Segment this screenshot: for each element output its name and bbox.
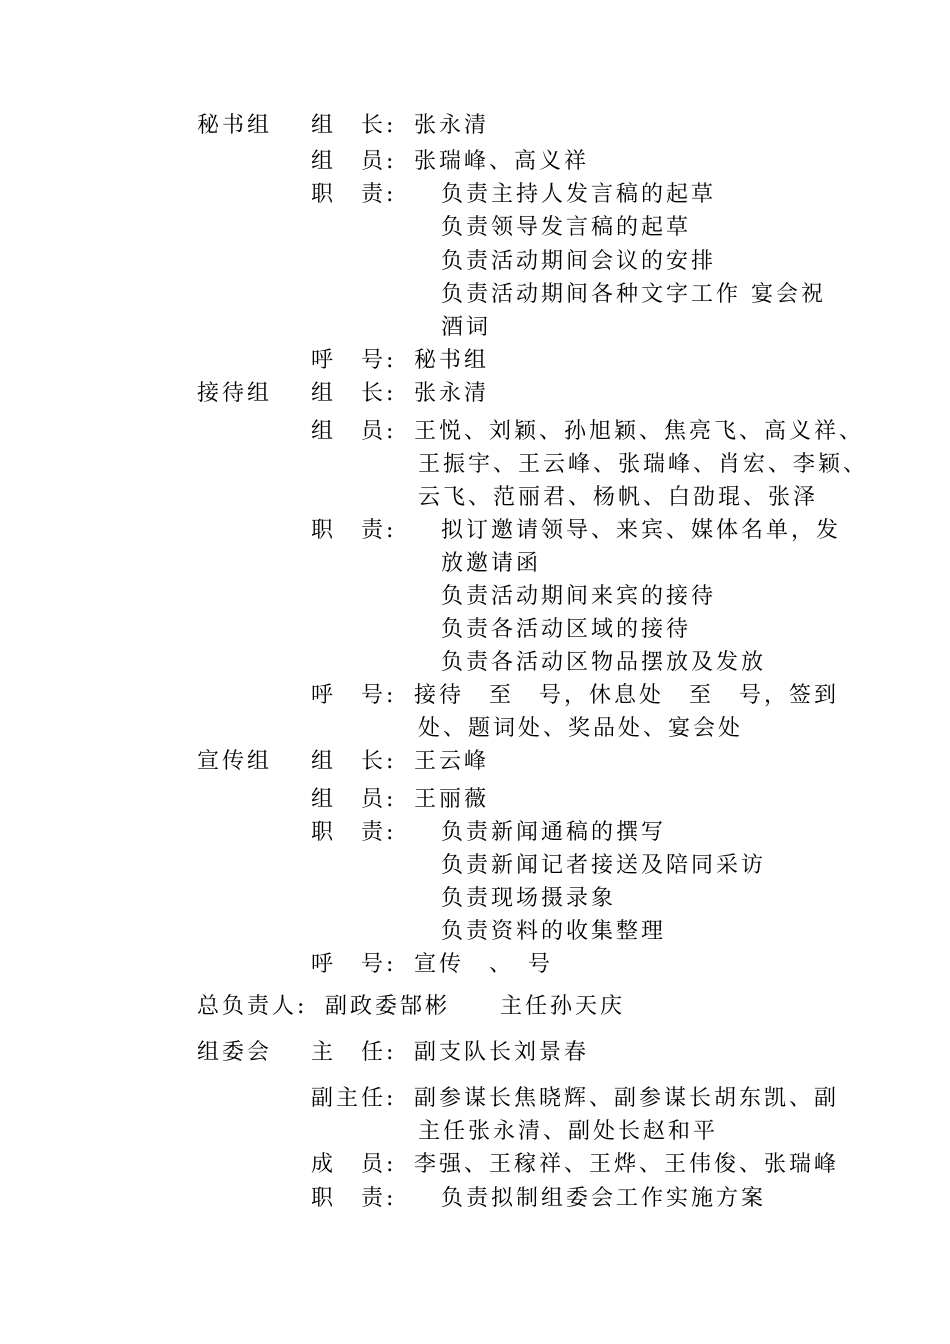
callsign-value: 接待 至 号，休息处 至 号，签到 — [414, 683, 840, 708]
leader-value: 张永清 — [414, 113, 490, 138]
deputy-value: 主任张永清、副处长赵和平 — [418, 1119, 719, 1144]
duties-label: 职 责: — [311, 182, 397, 207]
duty-item: 负责主持人发言稿的起草 — [441, 182, 717, 207]
duty-item: 负责各活动区物品摆放及发放 — [441, 650, 767, 675]
members-label: 组 员: — [311, 787, 397, 812]
duty-item: 负责活动期间各种文字工作 宴会祝 — [441, 282, 826, 307]
deputy-label: 副主任: — [311, 1086, 397, 1111]
director-value: 副支队长刘景春 — [414, 1040, 590, 1065]
callsign-label: 呼 号: — [311, 683, 397, 708]
chief-value: 副政委郜彬 主任孙天庆 — [325, 994, 626, 1019]
leader-label: 组 长: — [311, 381, 397, 406]
duty-item: 负责活动期间会议的安排 — [441, 249, 717, 274]
members-label: 组 员: — [311, 419, 397, 444]
deputy-value: 副参谋长焦晓辉、副参谋长胡东凯、副 — [414, 1086, 840, 1111]
duties-label: 职 责: — [311, 1186, 397, 1211]
members-value: 李强、王稼祥、王烨、王伟俊、张瑞峰 — [414, 1152, 840, 1177]
callsign-value: 宣传 、 号 — [414, 952, 554, 977]
duty-item: 负责活动期间来宾的接待 — [441, 584, 717, 609]
duty-item: 负责资料的收集整理 — [441, 919, 667, 944]
leader-label: 组 长: — [311, 749, 397, 774]
duty-item: 负责领导发言稿的起草 — [441, 215, 692, 240]
duty-item: 放邀请函 — [441, 551, 542, 576]
callsign-label: 呼 号: — [311, 952, 397, 977]
director-label: 主 任: — [311, 1040, 397, 1065]
duties-label: 职 责: — [311, 518, 397, 543]
duty-item: 负责新闻通稿的撰写 — [441, 820, 667, 845]
duty-item: 负责拟制组委会工作实施方案 — [441, 1186, 767, 1211]
section-title-committee: 组委会 — [197, 1040, 273, 1065]
members-value: 张瑞峰、高义祥 — [414, 149, 590, 174]
members-value: 王丽薇 — [414, 787, 490, 812]
members-value: 王振宇、王云峰、张瑞峰、肖宏、李颖、 — [418, 452, 869, 477]
duty-item: 酒词 — [441, 315, 492, 340]
leader-value: 张永清 — [414, 381, 490, 406]
duty-item: 负责现场摄录象 — [441, 886, 617, 911]
leader-label: 组 长: — [311, 113, 397, 138]
members-value: 王悦、刘颖、孙旭颖、焦亮飞、高义祥、 — [414, 419, 865, 444]
section-title-secretary: 秘书组 — [197, 113, 273, 138]
callsign-value: 处、题词处、奖品处、宴会处 — [418, 716, 744, 741]
section-title-publicity: 宣传组 — [197, 749, 273, 774]
duty-item: 负责新闻记者接送及陪同采访 — [441, 853, 767, 878]
duty-item: 拟订邀请领导、来宾、媒体名单，发 — [441, 518, 842, 543]
members-label: 组 员: — [311, 149, 397, 174]
members-label: 成 员: — [311, 1152, 397, 1177]
duties-label: 职 责: — [311, 820, 397, 845]
leader-value: 王云峰 — [414, 749, 490, 774]
members-value: 云飞、范丽君、杨帆、白劭琨、张泽 — [418, 485, 819, 510]
chief-label: 总负责人: — [197, 994, 308, 1019]
duty-item: 负责各活动区域的接待 — [441, 617, 692, 642]
callsign-value: 秘书组 — [414, 348, 490, 373]
callsign-label: 呼 号: — [311, 348, 397, 373]
section-title-reception: 接待组 — [197, 381, 273, 406]
